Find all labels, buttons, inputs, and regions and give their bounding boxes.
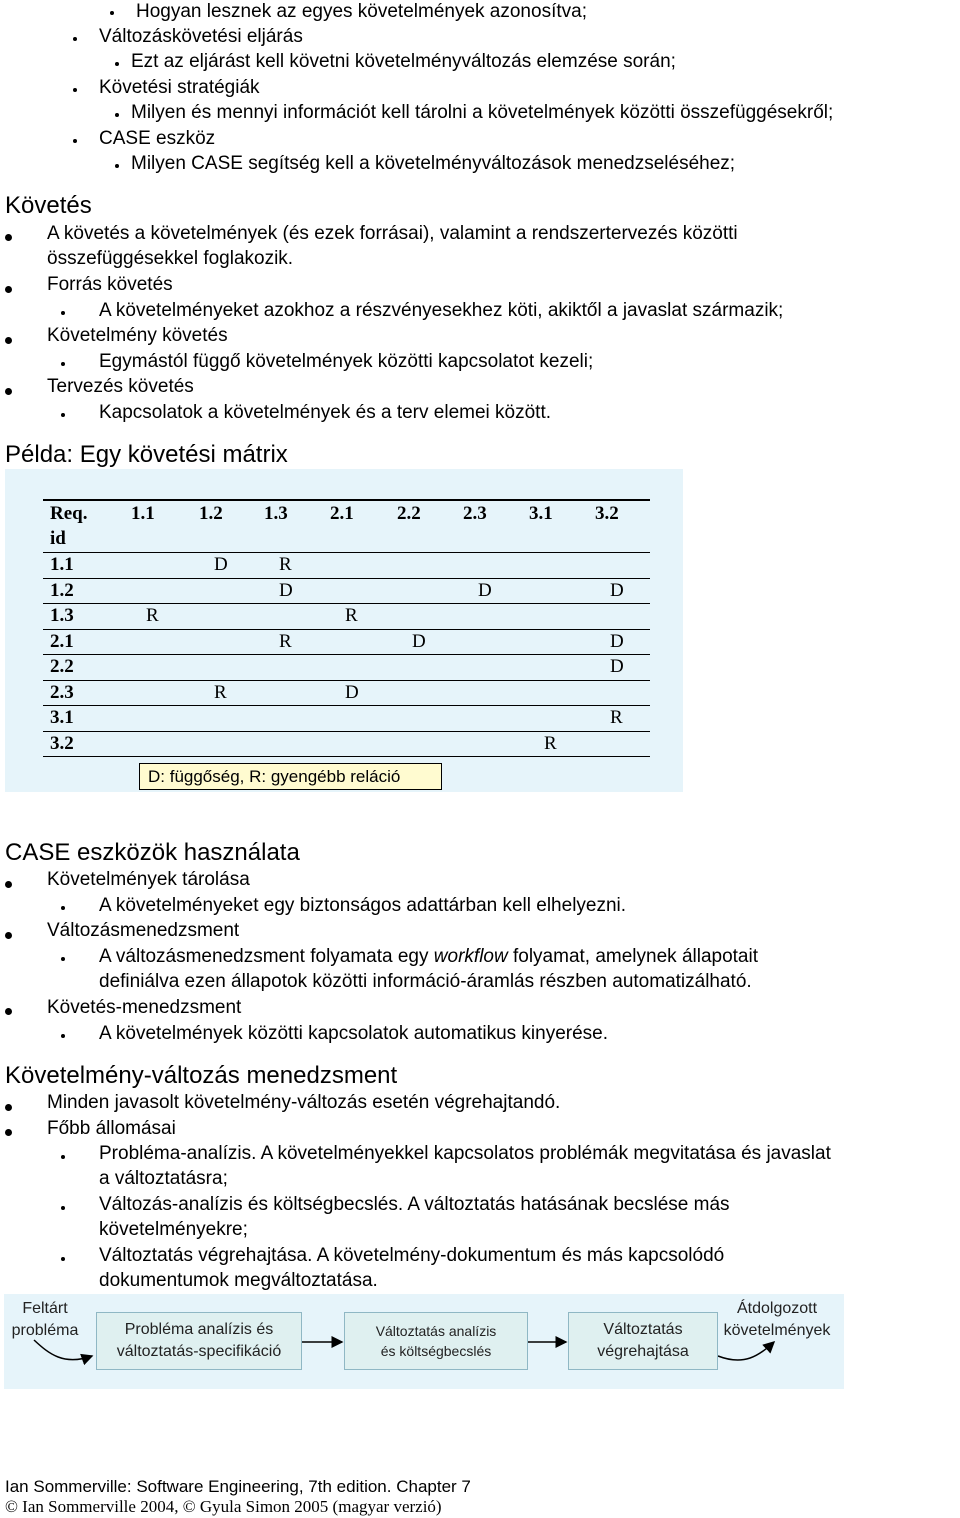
flow-box2-line2: és költségbecslés [380,1343,492,1359]
section-heading-kovetes: Követés [5,192,92,219]
list-item: Követelmény követés [47,325,228,346]
text-run-italic: workflow [433,946,508,967]
flow-end-line2: követelmények [723,1322,831,1339]
list-item: Forrás követés [47,274,173,295]
text-run: A változásmenedzsment folyamata egy [99,946,434,967]
list-item-continued: dokumentumok megváltoztatása. [99,1270,378,1291]
matrix-header-cell: 1.3 [264,503,288,524]
bullet-small [73,139,77,143]
list-item: Követési stratégiák [99,77,260,98]
bullet-dot [5,1104,12,1111]
flow-start [4,1298,86,1342]
matrix-cell: D [610,579,624,601]
bullet-dot [5,1008,12,1015]
arrow-start-to-box1 [34,1340,92,1360]
paragraph: összefüggésekkel foglakozik. [47,248,294,269]
flow-box3-line1: Változtatás [603,1321,683,1338]
bullet-dot [5,286,12,293]
flow-box1-line1: Probléma analízis és [124,1321,274,1338]
matrix-header-cell: 2.2 [397,503,421,524]
list-item: A követelményeket azokhoz a részvényesekhez köti, akiktől a javaslat származik; [99,300,784,321]
list-item: Milyen CASE segítség kell a követelményváltozások menedzseléséhez; [131,153,736,174]
bullet-small [115,164,119,168]
bullet-small [61,1155,65,1159]
bullet-small [61,1034,65,1038]
list-item: Változás-analízis és költségbecslés. A változtatás hatásának becslése más [99,1194,730,1215]
matrix-rule [43,654,650,655]
list-item: Követelmények tárolása [47,869,250,890]
matrix-rule [43,603,650,604]
bullet-dot [5,1129,12,1136]
matrix-cell: R [279,554,292,575]
matrix-cell: D [279,579,293,601]
traceability-matrix [5,469,683,792]
section-heading-pelda: Példa: Egy követési mátrix [5,441,288,468]
list-item: A követelmények közötti kapcsolatok automatikus kinyerése. [99,1023,609,1044]
flow-box3-line2: végrehajtása [597,1343,689,1360]
bullet-small [61,311,65,315]
matrix-cell: D [412,630,426,652]
matrix-cell: D [478,579,492,601]
bullet-dot [5,234,12,241]
list-item: Milyen és mennyi információt kell tárolni a követelmények közötti összefüggésekről; [131,102,834,123]
paragraph: A követés a követelmények (és ezek forrásai), valamint a rendszertervezés közötti [47,223,738,244]
flow-start-line1: Feltárt [22,1300,68,1317]
matrix-rule [43,552,650,553]
bullet-small [110,11,114,15]
matrix-cell: R [146,605,159,626]
matrix-header-cell: 3.2 [595,503,619,524]
bullet-small [61,1257,65,1261]
list-item: Főbb állomásai [47,1118,176,1139]
text-run: folyamat, amelynek állapotait [507,946,758,967]
flow-box-implementation [568,1312,718,1370]
matrix-header-cell: 2.3 [463,503,487,524]
list-item-continued: a változtatásra; [99,1168,228,1189]
list-item-continued: definiálva ezen állapotok közötti információ-áramlás részben automatizálható. [99,971,752,992]
matrix-cell: R [279,630,292,652]
matrix-cell: D [610,630,624,652]
flow-box1-line2: változtatás-specifikáció [116,1343,282,1360]
bullet-small [115,62,119,66]
section-heading-valtozas: Követelmény-változás menedzsment [5,1062,398,1089]
list-item: Kapcsolatok a követelmények és a terv elemei között. [99,402,552,423]
matrix-header-cell: id [50,528,66,549]
flow-box-change-analysis [344,1312,528,1370]
list-item: Ezt az eljárást kell követni követelményváltozás elemzése során; [131,51,676,72]
footer-source: Ian Sommerville: Software Engineering, 7th edition. Chapter 7 [5,1477,471,1496]
bullet-dot [5,337,12,344]
list-item: CASE eszköz [99,128,216,149]
list-item [99,945,758,969]
flow-end-line1: Átdolgozott [736,1300,818,1317]
bullet-small [73,88,77,92]
change-process-diagram [4,1294,844,1389]
matrix-cell: D [610,656,624,677]
matrix-legend-text: D: függőség, R: gyengébb reláció [148,767,401,786]
matrix-row-id: 1.1 [50,554,74,575]
list-item: Változásmenedzsment [47,920,240,941]
bullet-dot [5,388,12,395]
bullet-small [61,362,65,366]
matrix-legend [139,763,442,790]
bullet-dot [5,932,12,939]
matrix-row-id: 2.3 [50,681,74,703]
matrix-cell: R [345,605,358,626]
matrix-rule [43,578,650,579]
bullet-small [61,1206,65,1210]
matrix-header-cell: 3.1 [529,503,553,524]
section-heading-case: CASE eszközök használata [5,839,300,866]
matrix-cell: D [214,554,228,575]
list-item: A követelményeket egy biztonságos adattárban kell elhelyezni. [99,895,627,916]
bullet-dot [5,881,12,888]
matrix-row-id: 3.2 [50,732,74,754]
bullet-small [61,906,65,910]
matrix-rule [43,705,650,706]
list-item: Változáskövetési eljárás [99,26,303,47]
flow-box-problem-analysis [96,1312,302,1370]
flow-end [712,1298,842,1342]
matrix-cell: R [610,707,623,728]
matrix-row-id: 2.1 [50,630,74,652]
list-item: Egymástól függő követelmények közötti kapcsolatot kezeli; [99,351,594,372]
footer-copyright: © Ian Sommerville 2004, © Gyula Simon 2005 (magyar verzió) [5,1497,442,1516]
bullet-small [73,37,77,41]
flow-box2-line1: Változtatás analízis [375,1323,497,1339]
list-item: Tervezés követés [47,376,194,397]
matrix-header-cell: Req. [50,503,88,524]
list-item: Probléma-analízis. A követelményekkel kapcsolatos problémák megvitatása és javaslat [99,1143,831,1164]
matrix-row-id: 2.2 [50,656,74,677]
matrix-rule [43,731,650,732]
matrix-header-cell: 1.2 [199,503,223,524]
bullet-small [61,957,65,961]
matrix-header-cell: 2.1 [330,503,354,524]
matrix-row-id: 1.3 [50,605,74,626]
list-item: Változtatás végrehajtása. A követelmény-dokumentum és más kapcsolódó [99,1245,725,1266]
list-item: Hogyan lesznek az egyes követelmények azonosítva; [136,1,587,22]
matrix-cell: R [544,732,557,754]
matrix-row-id: 3.1 [50,707,74,728]
list-item: Minden javasolt követelmény-változás esetén végrehajtandó. [47,1092,561,1113]
matrix-header-cell: 1.1 [131,503,155,524]
list-item-continued: követelményekre; [99,1219,248,1240]
list-item: Követés-menedzsment [47,997,242,1018]
matrix-rule [43,499,650,501]
matrix-cell: D [345,681,359,703]
bullet-small [115,113,119,117]
matrix-rule [43,756,650,757]
matrix-row-id: 1.2 [50,579,74,601]
flow-start-line2: probléma [11,1322,79,1339]
matrix-cell: R [214,681,227,703]
bullet-small [61,413,65,417]
matrix-rule [43,629,650,630]
arrow-box3-to-end [718,1342,774,1360]
